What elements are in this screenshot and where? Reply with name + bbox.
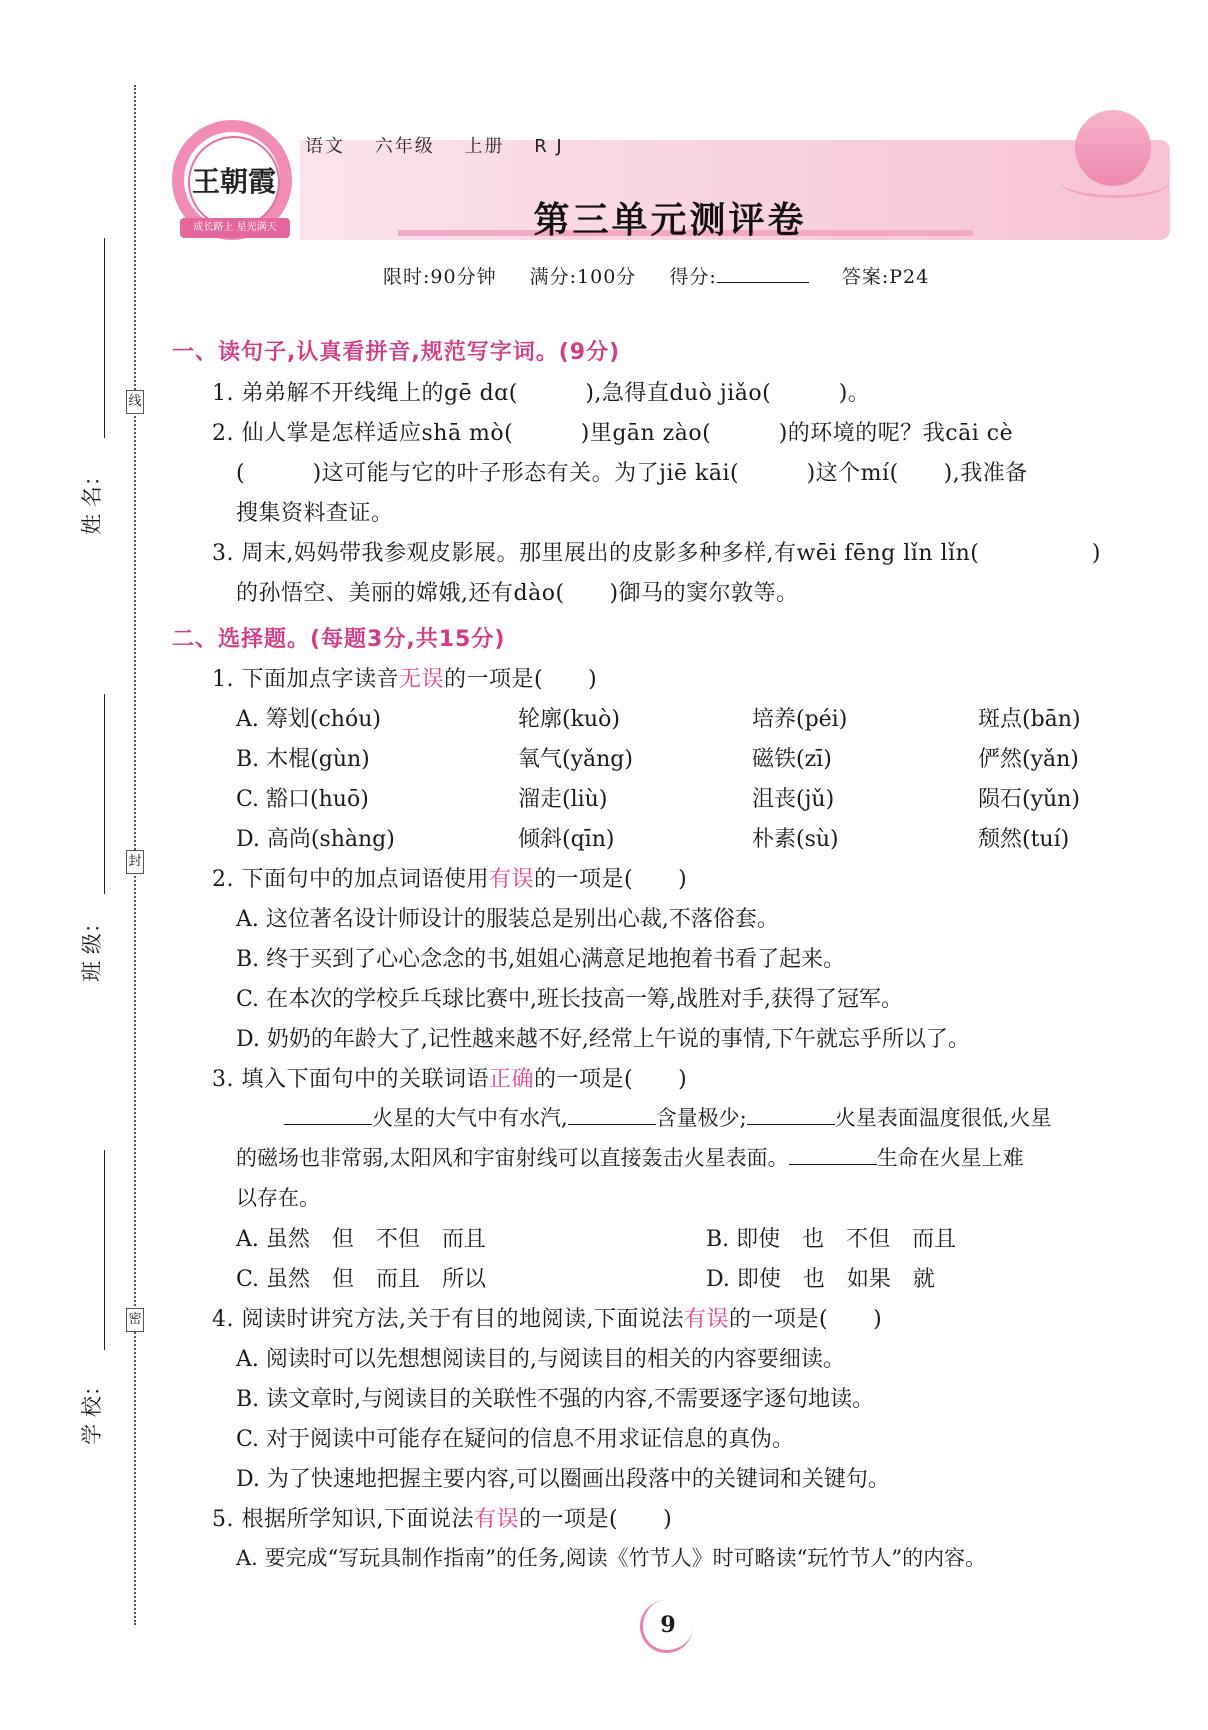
s2-q2-key: 有误 xyxy=(488,867,534,892)
s1-q3-line2: 的孙悟空、美丽的嫦娥,还有dào( )御马的窦尔敦等。 xyxy=(236,581,799,606)
s2-q3-pre: 3. 填入下面句中的关联词语 xyxy=(212,1067,489,1092)
passage-2a: 的磁场也非常弱,太阳风和宇宙射线可以直接轰击火星表面。 xyxy=(236,1146,789,1170)
s1-q2-line1: 2. 仙人掌是怎样适应shā mò( )里gān zào( )的环境的呢？我cāi cè xyxy=(212,421,1014,446)
s2-q3-stem xyxy=(212,1062,687,1093)
answer-ref: 答案:P24 xyxy=(841,266,930,288)
s2-q1-a1: A. 筹划(chóu) xyxy=(236,707,381,732)
blank-2 xyxy=(568,1124,656,1125)
s2-q4-d: D. 为了快速地把握主要内容,可以圈画出段落中的关键词和关键句。 xyxy=(236,1467,890,1492)
score-label: 得分: xyxy=(669,266,717,288)
s2-q1-c3: 沮丧(jǔ) xyxy=(752,787,835,812)
s2-q4-pre: 4. 阅读时讲究方法,关于有目的地阅读,下面说法 xyxy=(212,1307,684,1332)
s1-q1: 1. 弟弟解不开线绳上的gē dɑ( ),急得直duò jiǎo( )。 xyxy=(212,381,871,406)
s2-q1-d4: 颓然(tuí) xyxy=(978,827,1070,852)
s2-q5-post: 的一项是( ) xyxy=(519,1507,673,1532)
score-field xyxy=(669,266,808,288)
s2-q1-a3: 培养(péi) xyxy=(752,707,848,732)
page-title: 第三单元测评卷 xyxy=(533,200,807,241)
s2-q2-post: 的一项是( ) xyxy=(534,867,688,892)
s2-q1-d3: 朴素(sù) xyxy=(752,827,839,852)
s2-q2-d: D. 奶奶的年龄大了,记性越来越不好,经常上午说的事情,下午就忘乎所以了。 xyxy=(236,1027,970,1052)
exam-info xyxy=(383,262,955,289)
s2-q3-key: 正确 xyxy=(488,1067,534,1092)
s2-q1-c1: C. 豁口(huō) xyxy=(236,787,369,812)
school-label: 学 校： xyxy=(79,1375,104,1445)
volume: 上册 xyxy=(464,136,505,157)
s2-q1-d1: D. 高尚(shàng) xyxy=(236,827,395,852)
s2-q5-pre: 5. 根据所学知识,下面说法 xyxy=(212,1507,474,1532)
s2-q2-a: A. 这位著名设计师设计的服装总是别出心裁,不落俗套。 xyxy=(236,907,779,932)
s2-q1-c4: 陨石(yǔn) xyxy=(978,787,1080,812)
edition: R J xyxy=(534,136,564,157)
s2-q1-pre: 1. 下面加点字读音 xyxy=(212,667,399,692)
s2-q3-passage-line1 xyxy=(284,1102,1051,1132)
s2-q3-c: C. 虽然 但 而且 所以 xyxy=(236,1267,487,1292)
s2-q3-b: B. 即使 也 不但 而且 xyxy=(706,1227,957,1252)
name-label: 姓 名： xyxy=(79,465,104,535)
s2-q4-c: C. 对于阅读中可能存在疑问的信息不用求证信息的真伪。 xyxy=(236,1427,795,1452)
s2-q5-key: 有误 xyxy=(473,1507,519,1532)
binding-tab-secret: 密 xyxy=(126,1308,144,1332)
s2-q1-key: 无误 xyxy=(398,667,444,692)
s1-q3-line1: 3. 周末,妈妈带我参观皮影展。那里展出的皮影多种多样,有wēi fēng lǐn lǐn( ) xyxy=(212,541,1101,566)
grade: 六年级 xyxy=(374,136,435,157)
name-line xyxy=(104,238,105,438)
header-course-info xyxy=(305,132,586,158)
class-label: 班 级： xyxy=(79,912,104,982)
section-2-heading: 二、选择题。(每题3分,共15分) xyxy=(172,627,506,652)
passage-2b: 生命在火星上难 xyxy=(876,1146,1024,1170)
s2-q1-d2: 倾斜(qīn) xyxy=(518,827,615,852)
s2-q3-post: 的一项是( ) xyxy=(534,1067,688,1092)
s2-q3-a: A. 虽然 但 不但 而且 xyxy=(236,1227,486,1252)
section-1-heading: 一、读句子,认真看拼音,规范写字词。(9分) xyxy=(172,340,621,365)
s2-q3-passage-line3: 以存在。 xyxy=(236,1186,320,1210)
school-line xyxy=(104,1150,105,1350)
s2-q2-pre: 2. 下面句中的加点词语使用 xyxy=(212,867,489,892)
s2-q2-b: B. 终于买到了心心念念的书,姐姐心满意足地抱着书看了起来。 xyxy=(236,947,846,972)
score-blank xyxy=(717,282,809,283)
s2-q4-a: A. 阅读时可以先想想阅读目的,与阅读目的相关的内容要细读。 xyxy=(236,1347,845,1372)
s2-q1-b3: 磁铁(zī) xyxy=(752,747,832,772)
s2-q2-stem xyxy=(212,862,687,893)
subject: 语文 xyxy=(305,136,345,157)
passage-1b: 含量极少; xyxy=(655,1106,747,1130)
s2-q4-stem xyxy=(212,1302,882,1333)
blank-4 xyxy=(789,1164,877,1165)
s2-q1-a2: 轮廓(kuò) xyxy=(518,707,620,732)
wave-decoration-icon xyxy=(1060,165,1170,198)
s2-q4-key: 有误 xyxy=(683,1307,729,1332)
s2-q1-b4: 俨然(yǎn) xyxy=(978,747,1079,772)
full-score: 满分:100分 xyxy=(529,266,637,288)
s2-q1-b2: 氧气(yǎng) xyxy=(518,747,633,772)
s2-q1-post: 的一项是( ) xyxy=(444,667,598,692)
blank-1 xyxy=(284,1124,372,1125)
s2-q3-passage-line2 xyxy=(236,1142,1024,1172)
s1-q2-line2: ( )这可能与它的叶子形态有关。为了jiē kāi( )这个mí( ),我准备 xyxy=(236,461,1028,486)
blank-3 xyxy=(747,1124,835,1125)
binding-tab-line: 线 xyxy=(126,390,144,414)
s2-q4-b: B. 读文章时,与阅读目的关联性不强的内容,不需要逐字逐句地读。 xyxy=(236,1387,875,1412)
s2-q2-c: C. 在本次的学校乒乓球比赛中,班长技高一筹,战胜对手,获得了冠军。 xyxy=(236,987,904,1012)
time-limit: 限时:90分钟 xyxy=(383,266,497,288)
logo-name: 王朝霞 xyxy=(188,136,280,228)
passage-1a: 火星的大气中有水汽, xyxy=(372,1106,568,1130)
page-number: 9 xyxy=(640,1600,693,1653)
s2-q1-b1: B. 木棍(gùn) xyxy=(236,747,370,772)
s2-q1-a4: 斑点(bān) xyxy=(978,707,1081,732)
logo-slogan: 成长路上 星光满天 xyxy=(180,218,290,238)
passage-1c: 火星表面温度很低,火星 xyxy=(834,1106,1052,1130)
s2-q1-stem xyxy=(212,662,597,693)
s2-q5-stem xyxy=(212,1502,672,1533)
binding-tab-seal: 封 xyxy=(126,850,144,874)
s2-q1-c2: 溜走(liù) xyxy=(518,787,608,812)
s2-q3-d: D. 即使 也 如果 就 xyxy=(706,1267,935,1292)
s2-q4-post: 的一项是( ) xyxy=(729,1307,883,1332)
s2-q5-a: A. 要完成“写玩具制作指南”的任务,阅读《竹节人》时可略读“玩竹节人”的内容。 xyxy=(236,1546,987,1570)
class-line xyxy=(104,694,105,894)
s1-q2-line3: 搜集资料查证。 xyxy=(236,501,394,526)
